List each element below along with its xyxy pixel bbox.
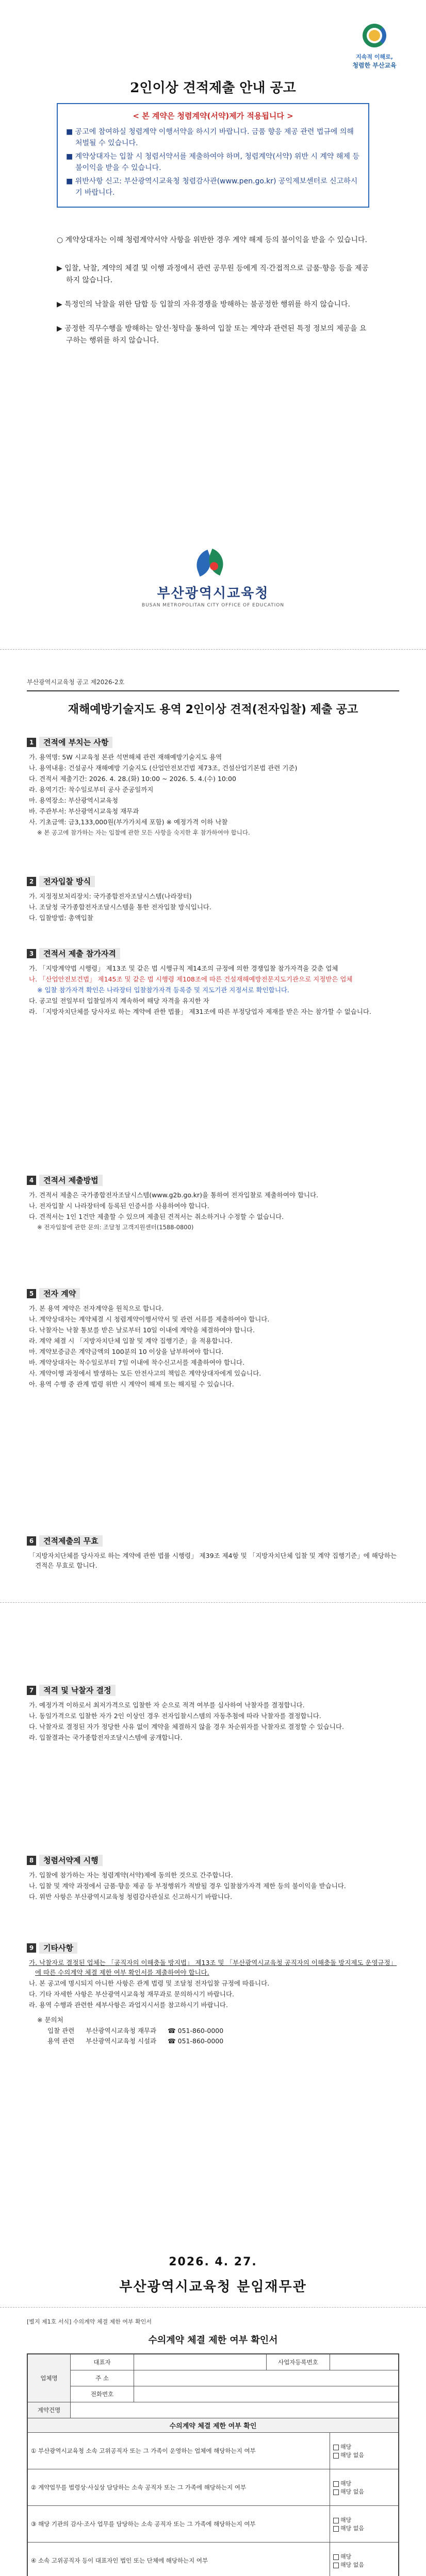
check-yes[interactable] — [333, 2479, 395, 2487]
section-number: 9 — [27, 1943, 36, 1953]
check-yes-label: 해당 — [340, 2553, 352, 2560]
section-9 — [27, 1942, 399, 2046]
section-line: 마. 용역장소: 부산광역시교육청 — [29, 796, 119, 804]
section-number: 7 — [27, 1686, 36, 1695]
section-number: 2 — [27, 877, 36, 886]
guide-text — [57, 234, 369, 350]
section-title: 견적제출의 무효 — [39, 1535, 103, 1547]
section-line: 다. 입찰방법: 총액입찰 — [29, 914, 93, 922]
guide-item: ▶ 입찰, 낙찰, 계약의 체결 및 이행 과정에서 관련 공무원 등에게 직·간접적으로 금품·향응 등을 제공하지 않습니다. — [57, 264, 369, 284]
section-line: 가. 본 용역 계약은 전자계약을 원칙으로 합니다. — [29, 1304, 164, 1312]
check-options — [330, 2469, 399, 2506]
checkbox-icon[interactable] — [333, 2453, 339, 2459]
divider — [0, 1602, 426, 1603]
section-note: ※ 본 공고에 참가하는 자는 입찰에 관한 모든 사항을 숙지한 후 참가하여야 합니다. — [37, 829, 250, 836]
section-line: 마. 계약보증금은 계약금액의 100분의 10 이상을 납부하여야 합니다. — [29, 1348, 224, 1355]
checkbox-icon[interactable] — [333, 2563, 339, 2568]
check-yes-label: 해당 — [340, 2480, 352, 2487]
guide-title: 2인이상 견적제출 안내 공고 — [130, 80, 296, 96]
section-number: 3 — [27, 949, 36, 958]
section-8 — [27, 1855, 399, 1903]
checkbox-icon[interactable] — [333, 2481, 339, 2487]
notice-signer: 부산광역시교육청 분임재무관 — [119, 2279, 307, 2295]
section-4 — [27, 1175, 399, 1233]
section-line: 나. 전자입찰 시 나라장터에 등록된 인증서를 사용하여야 합니다. — [29, 1202, 209, 1210]
check-yes-label: 해당 — [340, 2517, 352, 2523]
form-label: 사업자등록번호 — [267, 2354, 330, 2370]
section-title: 청렴서약제 시행 — [39, 1855, 103, 1866]
section-5 — [27, 1288, 399, 1390]
guide-item: ▶ 공정한 직무수행을 방해하는 알선·청탁을 통하여 입찰 또는 계약과 관련된 특정 정보의 제공을 요구하는 행위를 하지 않습니다. — [57, 325, 367, 345]
doc-rule — [27, 690, 399, 691]
check-no[interactable] — [333, 2451, 395, 2459]
section-line: 라. 입찰결과는 국가종합전자조달시스템에 공개합니다. — [29, 1734, 183, 1741]
contact-header: ※ 문의처 — [37, 2016, 63, 2024]
section-note: ※ 전자입찰에 관한 문의: 조달청 고객지원센터(1588-0800) — [37, 1224, 194, 1231]
divider — [0, 649, 426, 650]
section-line: 다. 공고일 전일부터 입찰일까지 계속하여 해당 자격을 유지한 자 — [29, 997, 209, 1005]
contact-cell: 용역 관련 — [47, 2037, 75, 2045]
guide-box-bullet: ■ 계약상대자는 입찰 시 청렴서약서를 제출하여야 하며, 청렴계약(서약) 위반 시 계약 해제 등 불이익을 받을 수 있습니다. — [66, 152, 359, 172]
check-no-label: 해당 없음 — [340, 2562, 365, 2568]
section-line: 아. 용역 수행 중 관계 법령 위반 시 계약이 해제 또는 해지될 수 있습니다. — [29, 1380, 234, 1388]
section-number: 4 — [27, 1176, 36, 1185]
phone-field[interactable] — [134, 2386, 399, 2402]
contact-cell: 부산광역시교육청 시설과 — [86, 2037, 157, 2045]
education-office-emblem-icon — [192, 549, 234, 580]
guide-paragraph: ○ 계약상대자는 이해 청렴계약서약 사항을 위반한 경우 계약 해제 등의 불이익을 받을 수 있습니다. — [57, 236, 367, 244]
check-options — [330, 2433, 399, 2469]
contact-table — [47, 2026, 235, 2046]
guide-box-subtitle: < 본 계약은 청렴계약(서약)제가 적용됩니다 > — [133, 111, 293, 121]
contact-cell: 부산광역시교육청 재무과 — [86, 2027, 157, 2035]
org-name-en: BUSAN METROPOLITAN CITY OFFICE OF EDUCATION — [141, 603, 285, 608]
check-no-label: 해당 없음 — [340, 2525, 365, 2532]
section-line: 다. 기타 자세한 사항은 부산광역시교육청 재무과로 문의하시기 바랍니다. — [29, 1990, 235, 1998]
checkbox-icon[interactable] — [333, 2489, 339, 2495]
checkbox-icon[interactable] — [333, 2526, 339, 2532]
section-line: 사. 계약이행 과정에서 발생하는 모든 안전사고의 책임은 계약상대자에게 있습니다. — [29, 1369, 261, 1377]
section-line: 라. 「지방자치단체를 당사자로 하는 계약에 관한 법률」 제31조에 따른 부정당업자 제재를 받은 자는 참가할 수 없습니다. — [29, 1008, 371, 1015]
check-section-title: 수의계약 체결 제한 여부 확인 — [28, 2418, 399, 2433]
checkbox-icon[interactable] — [333, 2554, 339, 2560]
section-title: 기타사항 — [39, 1942, 77, 1954]
address-field[interactable] — [134, 2370, 399, 2386]
section-line: 다. 견적서 제출기간: 2026. 4. 28.(화) 10:00 ~ 2026. 5. 4.(수) 10:00 — [29, 775, 236, 783]
section-6 — [27, 1535, 399, 1571]
section-line: 나. 「산업안전보건법」 제145조 및 같은 법 시행령 제108조에 따른 건설재해예방전문지도기관으로 지정받은 업체 — [29, 975, 353, 983]
section-number: 6 — [27, 1536, 36, 1546]
checkbox-icon[interactable] — [333, 2445, 339, 2450]
contact-cell: ☎ 051-860-0000 — [168, 2027, 224, 2035]
contact-row — [47, 2026, 235, 2036]
contract-field[interactable] — [71, 2402, 399, 2418]
section-line: 가. 용역명: 5W 시교육청 본관 석면해체 관련 재해예방기술지도 용역 — [29, 753, 222, 761]
contact-row — [47, 2036, 235, 2046]
check-no[interactable] — [333, 2524, 395, 2532]
section-line: 가. 지정정보처리장치: 국가종합전자조달시스템(나라장터) — [29, 892, 192, 900]
section-line: 나. 동일가격으로 입찰한 자가 2인 이상인 경우 전자입찰시스템의 자동추첨에 따라 낙찰자를 결정합니다. — [29, 1712, 321, 1720]
guide-item: ▶ 특정인의 낙찰을 위한 담합 등 입찰의 자유경쟁을 방해하는 불공정한 행위를 하지 않습니다. — [57, 300, 351, 309]
check-yes[interactable] — [333, 2443, 395, 2451]
check-question: ① 부산광역시교육청 소속 고위공직자 또는 그 가족이 운영하는 업체에 해당하는지 여부 — [28, 2433, 330, 2469]
doc-title: 재해예방기술지도 용역 2인이상 견적(전자입찰) 제출 공고 — [68, 703, 358, 716]
section-7 — [27, 1685, 399, 1743]
biz-no-field[interactable] — [330, 2354, 399, 2370]
section-line: 라. 용역기간: 착수일로부터 공사 준공일까지 — [29, 786, 154, 793]
check-no[interactable] — [333, 2561, 395, 2569]
slogan-line-2: 청렴한 부산교육 — [352, 62, 397, 69]
section-line: 라. 용역 수행과 관련한 세부사항은 과업지시서를 참고하시기 바랍니다. — [29, 2001, 228, 2009]
form-title: 수의계약 체결 제한 여부 확인서 — [148, 2335, 278, 2346]
check-no-label: 해당 없음 — [340, 2488, 365, 2495]
section-title: 전자입찰 방식 — [39, 876, 95, 887]
section-title: 전자 계약 — [39, 1288, 80, 1299]
section-number: 5 — [27, 1289, 36, 1298]
rep-field[interactable] — [134, 2354, 267, 2370]
guide-box — [57, 103, 369, 208]
section-title: 적격 및 낙찰자 결정 — [39, 1685, 116, 1696]
check-no[interactable] — [333, 2487, 395, 2496]
section-2 — [27, 876, 399, 924]
section-line: ※ 입찰 참가자격 확인은 나라장터 입찰참가자격 등록증 및 지도기관 지정서로 확인합니다. — [37, 986, 289, 994]
org-name: 부산광역시교육청 — [157, 586, 269, 601]
section-line: 바. 계약상대자는 착수일로부터 7일 이내에 착수신고서를 제출하여야 합니다. — [29, 1359, 245, 1366]
guide-box-bullet: ■ 위반사항 신고: 부산광역시교육청 청렴감사관(www.pen.go.kr) 공익제보센터로 신고하시기 바랍니다. — [66, 177, 358, 197]
divider — [0, 2307, 426, 2308]
section-title: 견적서 제출 참가자격 — [39, 948, 120, 959]
section-line: 다. 견적서는 1인 1건만 제출할 수 있으며 제출된 견적서는 취소하거나 수정할 수 없습니다. — [29, 1213, 284, 1221]
slogan-line-1: 지속적 이해로, — [356, 54, 393, 60]
check-question: ④ 소속 고위공직자 등이 대표자인 법인 또는 단체에 해당하는지 여부 — [28, 2543, 330, 2576]
check-yes[interactable] — [333, 2552, 395, 2561]
slogan-logo — [343, 22, 405, 70]
section-line: 나. 입찰 및 계약 과정에서 금품·향응 제공 등 부정행위가 적발될 경우 입찰참가자격 제한 등의 불이익을 받습니다. — [29, 1882, 346, 1890]
section-line: 가. 「지방계약법 시행령」 제13조 및 같은 법 시행규칙 제14조의 규정에 의한 경쟁입찰 참가자격을 갖춘 업체 — [29, 964, 338, 972]
check-yes[interactable] — [333, 2516, 395, 2524]
check-no-label: 해당 없음 — [340, 2452, 365, 2459]
org-logo — [0, 549, 426, 608]
form-label: 업체명 — [28, 2354, 71, 2402]
section-line: 가. 예정가격 이하로서 최저가격으로 입찰한 자 순으로 적격 여부를 심사하여 낙찰자를 결정합니다. — [29, 1701, 305, 1709]
check-options — [330, 2543, 399, 2576]
section-line: 가. 입찰에 참가하는 자는 청렴계약(서약)제에 동의한 것으로 간주합니다. — [29, 1871, 233, 1879]
check-options — [330, 2506, 399, 2543]
section-3 — [27, 948, 399, 1018]
contact-cell: 입찰 관련 — [47, 2027, 75, 2035]
guide-box-bullet: ■ 공고에 참여하실 청렴계약 이행서약을 하시기 바랍니다. 금품 향응 제공 관련 법규에 의해 처벌될 수 있습니다. — [66, 128, 354, 147]
section-number: 1 — [27, 738, 36, 747]
section-line: 다. 낙찰자는 낙찰 통보를 받은 날로부터 10일 이내에 계약을 체결하여야 합니다. — [29, 1326, 255, 1334]
form-label: 전화번호 — [71, 2386, 134, 2402]
section-line: 나. 용역내용: 건설공사 재해예방 기술지도 (산업안전보건법 제73조, 건설산업기본법 관련 기준) — [29, 764, 298, 772]
section-line: 가. 견적서 제출은 국가종합전자조달시스템(www.g2b.go.kr)을 통하여 전자입찰로 제출하여야 합니다. — [29, 1191, 319, 1199]
contact-cell: ☎ 051-860-0000 — [168, 2037, 224, 2045]
section-line: 「지방자치단체를 당사자로 하는 계약에 관한 법률 시행령」 제39조 제4항 및 「지방자치단체 입찰 및 계약 집행기준」에 해당하는 견적은 무효로 합니다. — [29, 1552, 397, 1569]
checkbox-icon[interactable] — [333, 2518, 339, 2523]
form-header: [별지 제1호 서식] 수의계약 체결 제한 여부 확인서 — [27, 2318, 152, 2325]
confirmation-form — [27, 2353, 399, 2576]
form-label: 주 소 — [71, 2370, 134, 2386]
section-1 — [27, 737, 399, 839]
section-line: 나. 조달청 국가종합전자조달시스템을 통한 전자입찰 방식입니다. — [29, 903, 211, 911]
check-question: ③ 해당 기관의 감사·조사 업무를 담당하는 소속 공직자 또는 그 가족에 해당하는지 여부 — [28, 2506, 330, 2543]
section-line: 다. 위반 사항은 부산광역시교육청 청렴감사관실로 신고하시기 바랍니다. — [29, 1893, 233, 1901]
section-line: 라. 계약 체결 시 「지방자치단체 입찰 및 계약 집행기준」을 적용합니다. — [29, 1337, 233, 1345]
section-line: 나. 계약상대자는 계약체결 시 청렴계약이행서약서 및 관련 서류를 제출하여야 합니다. — [29, 1315, 270, 1323]
section-line: 가. 낙찰자로 결정된 업체는 「공직자의 이해충돌 방지법」 제13조 및 「부산광역시교육청 공직자의 이해충돌 방지제도 운영규정」에 따른 수의계약 체결 제한 여부 확인서를 제출하여야 합니다. — [29, 1959, 397, 1976]
section-line: 나. 본 공고에 명시되지 아니한 사항은 관계 법령 및 조달청 전자입찰 규정에 따릅니다. — [29, 1979, 270, 1987]
section-title: 견적에 부치는 사항 — [39, 737, 112, 748]
section-line: 사. 기초금액: 금3,133,000원(부가가치세 포함) ※ 예정가격 이하 낙찰 — [29, 818, 228, 826]
notice-date: 2026. 4. 27. — [169, 2256, 257, 2268]
section-line: 바. 주관부서: 부산광역시교육청 재무과 — [29, 807, 139, 815]
doc-number: 부산광역시교육청 공고 제2026-2호 — [27, 679, 125, 686]
form-label: 대표자 — [71, 2354, 134, 2370]
check-question: ② 계약업무를 법령상·사실상 담당하는 소속 공직자 또는 그 가족에 해당하는지 여부 — [28, 2469, 330, 2506]
slogan-logo-icon — [361, 22, 388, 49]
section-title: 견적서 제출방법 — [39, 1175, 103, 1186]
check-yes-label: 해당 — [340, 2444, 352, 2450]
section-line: 다. 낙찰자로 결정된 자가 정당한 사유 없이 계약을 체결하지 않을 경우 차순위자를 낙찰자로 결정할 수 있습니다. — [29, 1723, 344, 1731]
section-number: 8 — [27, 1856, 36, 1865]
form-label: 계약건명 — [28, 2402, 71, 2418]
